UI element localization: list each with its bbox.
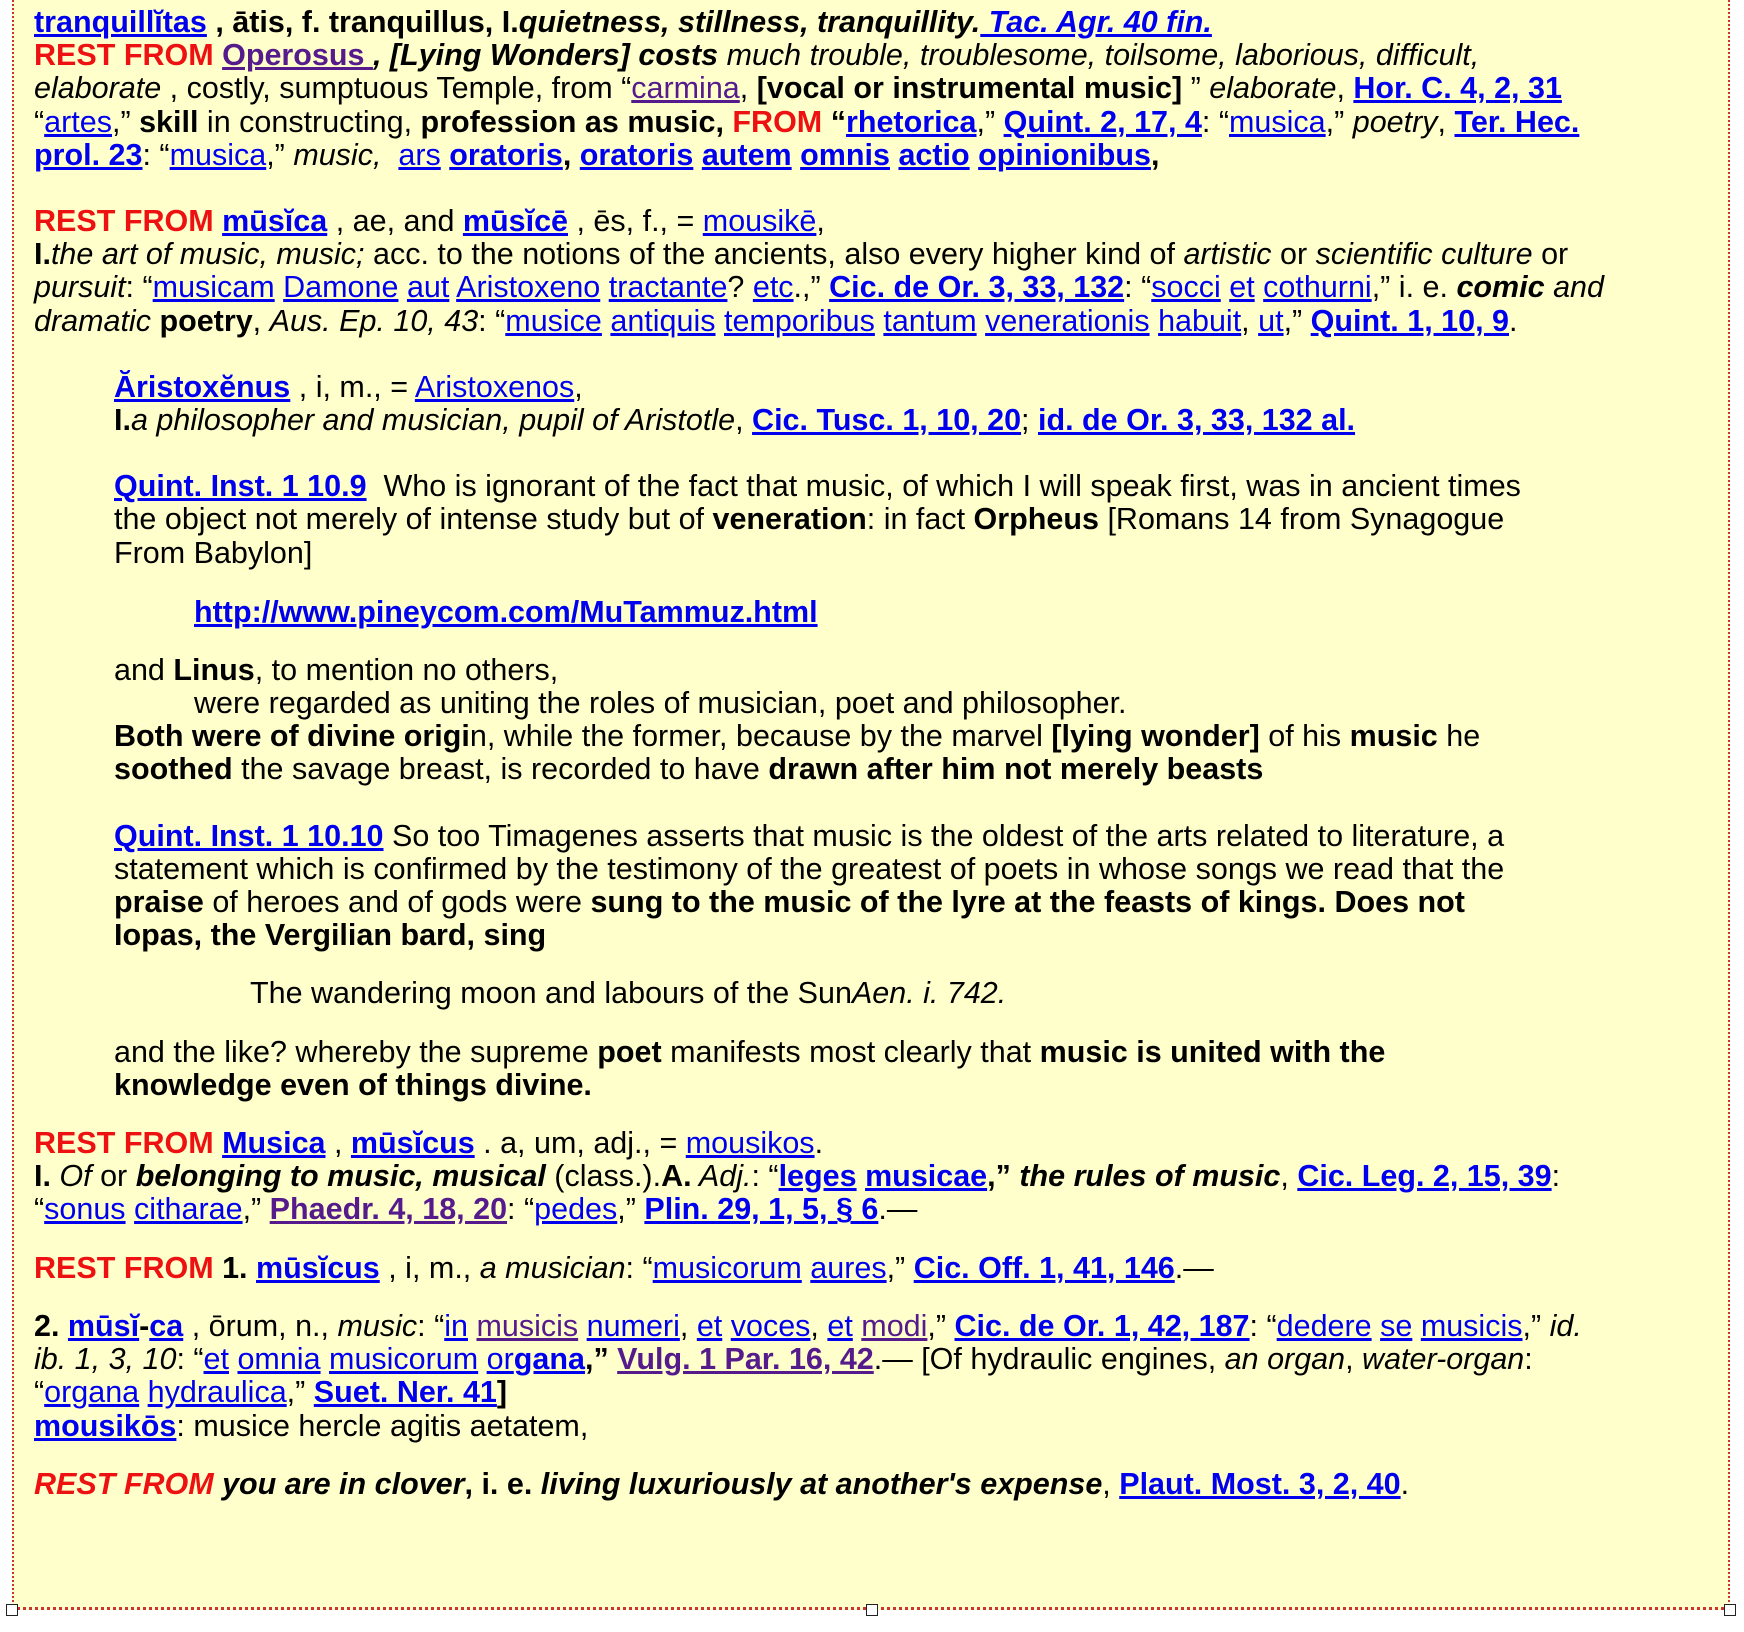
entry-line	[34, 1193, 1714, 1226]
text: of heroes and of gods were	[203, 885, 591, 920]
rest-from-label: REST FROM	[34, 204, 223, 239]
text	[381, 138, 398, 172]
text: a musician	[479, 1250, 626, 1285]
text: skill	[139, 104, 199, 139]
entry-musicus-adj	[34, 1127, 1714, 1160]
text: comic	[1456, 270, 1545, 305]
text: : “	[176, 1342, 204, 1377]
text: ,	[1437, 104, 1455, 139]
link-autem[interactable]: autem	[701, 137, 792, 172]
text: poet	[597, 1034, 662, 1069]
text: ,	[739, 71, 757, 106]
text: ,	[1280, 1159, 1298, 1194]
text: music	[1349, 719, 1438, 754]
text: much trouble, troublesome, toilsome, laborious, difficult,	[718, 38, 1480, 73]
quote-line	[34, 853, 1714, 886]
rest-from-label: REST FROM	[34, 1126, 223, 1161]
link-musica-caps[interactable]: Musica	[222, 1126, 326, 1161]
text: So too Timagenes asserts that music is the oldest of the arts related to literature, a	[383, 818, 1505, 853]
text: Orpheus	[973, 502, 1099, 537]
link-id-de-or[interactable]: id. de Or. 3, 33, 132 al.	[1038, 403, 1356, 438]
text: ;	[1021, 403, 1038, 438]
text: 2.	[34, 1308, 68, 1343]
text: . a, um, adj., =	[474, 1126, 686, 1161]
text: ,	[1150, 137, 1160, 172]
link-quint-inst-1-10-9[interactable]: Quint. Inst. 1 10.9	[114, 469, 367, 504]
text: he	[1437, 719, 1481, 754]
entry-line	[34, 271, 1714, 304]
text: : “	[1124, 270, 1152, 305]
text: ,”	[987, 1159, 1020, 1194]
text: water-organ	[1362, 1342, 1525, 1377]
text: ,	[1241, 303, 1259, 338]
link-plin[interactable]: Plin. 29, 1, 5, § 6	[644, 1192, 879, 1227]
text: ,” i. e.	[1371, 270, 1457, 305]
link-modi[interactable]: modi	[861, 1308, 928, 1343]
text: you are in clover	[213, 1466, 465, 1501]
text: dramatic	[34, 303, 160, 338]
entry-line	[34, 139, 1714, 172]
entry-aristoxenus	[34, 371, 1714, 404]
text: : “	[142, 137, 170, 172]
entry-line	[34, 238, 1714, 271]
quote-line	[34, 753, 1714, 786]
link-cic-leg[interactable]: Cic. Leg. 2, 15, 39	[1297, 1159, 1552, 1194]
link-antiquis[interactable]: antiquis	[610, 303, 716, 338]
link-mousikos-adv[interactable]: mousikōs	[34, 1408, 177, 1443]
text: ,	[1336, 71, 1354, 106]
text: in constructing,	[198, 104, 421, 139]
link-aristoxenos[interactable]: Aristoxenos	[414, 369, 575, 404]
link-tractante[interactable]: tractante	[608, 270, 728, 305]
text: [vocal or instrumental music]	[756, 71, 1183, 106]
link-mousikos[interactable]: mousikos	[685, 1126, 815, 1161]
text	[970, 138, 978, 172]
text: and the like? whereby the supreme	[114, 1034, 598, 1069]
link-or[interactable]: or	[486, 1342, 514, 1377]
link-musicam[interactable]: musicam	[152, 270, 275, 305]
link-omnia[interactable]: omnia	[237, 1342, 321, 1377]
text: elaborate	[1209, 71, 1337, 106]
text: ,”	[617, 1192, 645, 1227]
text: .—	[878, 1192, 918, 1227]
resize-handle-bottom-center[interactable]	[866, 1604, 878, 1616]
text: : musice hercle agitis aetatem,	[176, 1408, 589, 1443]
text: Iopas, the Vergilian bard, sing	[114, 918, 547, 953]
text: I.	[34, 237, 51, 272]
link-cic-de-or[interactable]: Cic. de Or. 3, 33, 132	[829, 270, 1125, 305]
link-citharae[interactable]: citharae	[134, 1192, 243, 1227]
text: ,	[252, 303, 270, 338]
link-et[interactable]: et	[1229, 270, 1255, 305]
text: elaborate	[34, 71, 162, 106]
text: ,	[679, 1308, 697, 1343]
entry-line	[34, 1376, 1714, 1409]
text: manifests most clearly that	[661, 1034, 1040, 1069]
text: a philosopher and musician, pupil of Aristotle	[130, 403, 736, 438]
link-omnis[interactable]: omnis	[800, 137, 890, 172]
link-musicus-noun[interactable]: mūsĭcus	[256, 1250, 380, 1285]
link-rhetorica[interactable]: rhetorica	[845, 104, 977, 139]
text: , ae, and	[327, 204, 463, 239]
text: ,”	[286, 1375, 314, 1410]
link-phaedr[interactable]: Phaedr. 4, 18, 20	[269, 1192, 508, 1227]
text: :	[1524, 1342, 1533, 1377]
link-tantum[interactable]: tantum	[883, 303, 977, 338]
text: , i, m.,	[379, 1250, 480, 1285]
text: or	[1532, 237, 1569, 272]
text: “	[822, 104, 846, 139]
entry-line	[34, 1410, 1714, 1443]
text: [Romans 14 from Synagogue	[1098, 502, 1505, 537]
link-aristoxeno[interactable]: Aristoxeno	[456, 270, 601, 305]
link-musicus-headword[interactable]: mūsĭcus	[350, 1126, 475, 1161]
quote-line	[34, 654, 1714, 687]
text: :	[1551, 1159, 1561, 1194]
text: “	[34, 1192, 45, 1227]
entry-clover	[34, 1468, 1714, 1501]
quote-quint-1-10-10	[34, 820, 1714, 853]
link-musice[interactable]: musice	[505, 303, 602, 338]
text: .,”	[793, 270, 830, 305]
link-musi[interactable]: mūsĭ	[67, 1308, 140, 1343]
verse-line	[34, 977, 1714, 1010]
link-carmina[interactable]: carmina	[631, 71, 740, 106]
text: ,	[735, 403, 753, 438]
text: , [Lying Wonders] costs	[372, 38, 719, 73]
from-label: FROM	[732, 104, 823, 139]
text: ,”	[1283, 303, 1311, 338]
text: music	[337, 1308, 418, 1343]
entry-line	[34, 106, 1714, 139]
text: .— [Of hydraulic engines,	[873, 1342, 1225, 1377]
text: Aen. i. 742.	[851, 976, 1007, 1011]
text: : “	[125, 270, 153, 305]
link-in[interactable]: in	[444, 1308, 468, 1343]
text: A.	[661, 1159, 692, 1194]
link-quint-inst-1-10-10[interactable]: Quint. Inst. 1 10.10	[114, 818, 384, 853]
link-musice-headword[interactable]: mūsĭcē	[462, 204, 569, 239]
text: or	[91, 1159, 136, 1194]
entry-tranquillitas	[34, 6, 1714, 39]
text: music,	[293, 137, 382, 172]
text: ?	[727, 270, 753, 305]
text: ,”	[886, 1250, 914, 1285]
text: quietness, stillness, tranquillity.	[518, 5, 981, 39]
text: ”	[1182, 71, 1210, 106]
text: scientific culture	[1315, 237, 1533, 272]
text: , to mention no others,	[254, 652, 559, 687]
text: : “	[478, 303, 506, 338]
link-organa[interactable]: organa	[44, 1375, 140, 1410]
text: living luxuriously at another's expense	[540, 1466, 1103, 1501]
text: of his	[1259, 719, 1350, 754]
text: ,”	[584, 1342, 618, 1377]
link-damone[interactable]: Damone	[283, 270, 399, 305]
text: and	[114, 652, 174, 687]
text: : “	[1249, 1308, 1277, 1343]
text: .	[1508, 303, 1518, 338]
text: veneration	[712, 502, 867, 537]
text: n, while the former, because by the marvel	[469, 719, 1052, 754]
link-aures[interactable]: aures	[810, 1250, 887, 1285]
link-pineycom-url[interactable]: http://www.pineycom.com/MuTammuz.html	[194, 594, 818, 629]
link-ars[interactable]: ars	[398, 137, 441, 172]
entry-musica-plural	[34, 1310, 1714, 1343]
text: knowledge even of things divine.	[114, 1067, 592, 1102]
link-ut[interactable]: ut	[1258, 303, 1284, 338]
text: ,	[325, 1126, 351, 1161]
text: The wandering moon and labours of the Sun	[250, 976, 852, 1011]
link-aut[interactable]: aut	[406, 270, 450, 305]
text: ,	[810, 1308, 828, 1343]
text: drawn after him not merely beasts	[768, 752, 1264, 787]
quote-line	[34, 687, 1714, 720]
text: “	[34, 104, 45, 139]
link-aristoxenus-headword[interactable]: Ăristoxĕnus	[114, 369, 291, 404]
link-musicae[interactable]: musicae	[865, 1159, 988, 1194]
text: 1.	[222, 1250, 257, 1285]
text: were regarded as uniting the roles of musician, poet and philosopher.	[194, 686, 1127, 721]
text: ,	[816, 204, 825, 239]
text: artistic	[1183, 237, 1272, 272]
link-actio[interactable]: actio	[898, 137, 970, 172]
document-body	[34, 6, 1714, 1501]
link-vulg[interactable]: Vulg. 1 Par. 16, 42	[617, 1342, 874, 1377]
entry-musicus-noun	[34, 1252, 1714, 1285]
text: belonging to music, musical	[135, 1159, 546, 1194]
text: statement which is confirmed by the testimony of the greatest of poets in whose songs we read that the	[114, 851, 1505, 886]
text: I.	[114, 403, 131, 438]
link-tac-agr[interactable]: Tac. Agr. 40 fin.	[980, 5, 1212, 39]
entry-musica	[34, 205, 1714, 238]
link-ter-hec-prol[interactable]: prol. 23	[34, 137, 143, 172]
link-et[interactable]: et	[827, 1308, 853, 1343]
entry-operosus	[34, 39, 1714, 72]
link-numeri[interactable]: numeri	[586, 1308, 680, 1343]
entry-line	[34, 72, 1714, 105]
text: poetry	[1352, 104, 1438, 139]
text: , ōrum, n.,	[183, 1308, 338, 1343]
quote-line	[34, 503, 1714, 536]
text: ,”	[976, 104, 1004, 139]
text: ,”	[927, 1308, 955, 1343]
link-pedes[interactable]: pedes	[534, 1192, 618, 1227]
quote-line	[34, 919, 1714, 952]
text: or	[1271, 237, 1316, 272]
text: the rules of music	[1019, 1159, 1281, 1194]
link-musica-headword[interactable]: mūsĭca	[222, 204, 328, 239]
quote-line	[34, 720, 1714, 753]
link-ter-hec[interactable]: Ter. Hec.	[1454, 104, 1580, 139]
text: the art of music, music;	[50, 237, 365, 272]
link-cic-off[interactable]: Cic. Off. 1, 41, 146	[913, 1250, 1175, 1285]
text: [lying wonder]	[1051, 719, 1260, 754]
text: Both were of divine origi	[114, 719, 470, 754]
link-musicorum[interactable]: musicorum	[329, 1342, 479, 1377]
resize-handle-bottom-left[interactable]	[6, 1604, 18, 1616]
link-voces[interactable]: voces	[730, 1308, 811, 1343]
text: ,”	[242, 1192, 270, 1227]
text: ,	[562, 137, 580, 172]
link-socci[interactable]: socci	[1151, 270, 1221, 305]
resize-handle-bottom-right[interactable]	[1724, 1604, 1736, 1616]
text: ]	[496, 1375, 508, 1410]
link-quint-1-10-9[interactable]: Quint. 1, 10, 9	[1310, 303, 1509, 338]
text: Adj.	[691, 1159, 752, 1194]
entry-line	[34, 1343, 1714, 1376]
link-cic-de-or-1-42[interactable]: Cic. de Or. 1, 42, 187	[954, 1308, 1250, 1343]
text: : “	[507, 1192, 535, 1227]
text	[792, 138, 800, 172]
link-dedere[interactable]: dedere	[1276, 1308, 1372, 1343]
text: poetry	[159, 303, 253, 338]
text: .	[814, 1126, 824, 1161]
text: .	[1400, 1466, 1410, 1501]
text: profession as music,	[420, 104, 733, 139]
text	[441, 138, 449, 172]
quote-line	[34, 886, 1714, 919]
link-oratoris[interactable]: oratoris	[579, 137, 694, 172]
text: I.	[34, 1159, 51, 1194]
text: ,”	[111, 104, 140, 139]
text: -	[139, 1308, 150, 1343]
link-oratoris[interactable]: oratoris	[449, 137, 563, 172]
text: Aus. Ep. 10, 43	[269, 303, 479, 338]
link-suet-ner[interactable]: Suet. Ner. 41	[313, 1375, 497, 1410]
text: “	[34, 1375, 45, 1410]
text: , i, m., =	[290, 369, 415, 404]
text: , ātis, f. tranquillus, I.	[206, 5, 519, 39]
link-musicorum[interactable]: musicorum	[652, 1250, 802, 1285]
entry-line	[34, 305, 1714, 338]
link-temporibus[interactable]: temporibus	[724, 303, 875, 338]
rest-from-label: REST FROM	[34, 1250, 223, 1285]
text: .—	[1174, 1250, 1214, 1285]
text: , i. e.	[464, 1466, 541, 1501]
text: Who is ignorant of the fact that music, of which I will speak first, was in ancient times	[366, 469, 1521, 504]
text: sung to the music of the lyre at the feasts of kings. Does not	[590, 885, 1465, 920]
text: Linus	[173, 652, 255, 687]
text: and	[1544, 270, 1604, 305]
entry-line	[34, 404, 1714, 437]
text: ib. 1, 3, 10	[34, 1342, 177, 1377]
text: : “	[625, 1250, 653, 1285]
text: ,	[1345, 1342, 1363, 1377]
link-hor-c[interactable]: Hor. C. 4, 2, 31	[1353, 71, 1562, 106]
link-gana[interactable]: gana	[513, 1342, 585, 1377]
link-cic-tusc[interactable]: Cic. Tusc. 1, 10, 20	[752, 403, 1022, 438]
link-cothurni[interactable]: cothurni	[1263, 270, 1372, 305]
text: Of	[50, 1159, 92, 1194]
text: : “	[1201, 104, 1230, 139]
link-leges[interactable]: leges	[778, 1159, 857, 1194]
text: : “	[751, 1159, 779, 1194]
text: ,”	[1522, 1308, 1550, 1343]
text	[693, 138, 701, 172]
text: : “	[417, 1308, 445, 1343]
link-quint-2-17-4[interactable]: Quint. 2, 17, 4	[1003, 104, 1202, 139]
url-line	[34, 595, 1714, 629]
link-musica[interactable]: musica	[169, 137, 267, 172]
link-tranquillitas[interactable]: tranquillĭtas	[34, 5, 207, 39]
link-artes[interactable]: artes	[44, 104, 112, 139]
text: ,	[574, 369, 583, 404]
text: praise	[114, 885, 204, 920]
link-ca[interactable]: ca	[149, 1308, 184, 1343]
text: , costly, sumptuous Temple, from “	[161, 71, 632, 106]
quote-line	[34, 1069, 1714, 1102]
quote-quint-1-10-9	[34, 470, 1714, 503]
text: ,	[1102, 1466, 1120, 1501]
rest-from-label: REST FROM	[34, 38, 223, 73]
link-plaut-most[interactable]: Plaut. Most. 3, 2, 40	[1119, 1466, 1401, 1501]
link-hydraulica[interactable]: hydraulica	[147, 1375, 287, 1410]
text: (class.).	[545, 1159, 662, 1194]
link-et[interactable]: et	[696, 1308, 723, 1343]
text: id.	[1549, 1308, 1582, 1343]
text: , ēs, f., =	[568, 204, 703, 239]
link-sonus[interactable]: sonus	[44, 1192, 126, 1227]
text: an organ	[1224, 1342, 1346, 1377]
text: the savage breast, is recorded to have	[232, 752, 769, 787]
link-musicis[interactable]: musicis	[1420, 1308, 1523, 1343]
text: pursuit	[34, 270, 126, 305]
link-operosus[interactable]: Operosus	[222, 38, 373, 73]
link-se[interactable]: se	[1380, 1308, 1413, 1343]
link-habuit[interactable]: habuit	[1158, 303, 1242, 338]
text: : in fact	[866, 502, 974, 537]
link-opinionibus[interactable]: opinionibus	[978, 137, 1151, 172]
link-musicis[interactable]: musicis	[476, 1308, 579, 1343]
text: music is united with the	[1039, 1034, 1386, 1069]
link-musica[interactable]: musica	[1229, 104, 1326, 139]
entry-line	[34, 1160, 1714, 1193]
link-venerationis[interactable]: venerationis	[985, 303, 1150, 338]
link-et[interactable]: et	[203, 1342, 229, 1377]
text: ,”	[266, 137, 294, 172]
link-mousike[interactable]: mousikē	[702, 204, 817, 239]
text: From Babylon]	[114, 535, 313, 570]
text: acc. to the notions of the ancients, also every higher kind of	[364, 237, 1184, 272]
text: soothed	[114, 752, 233, 787]
text: ,”	[1325, 104, 1353, 139]
quote-line	[34, 537, 1714, 570]
link-etc[interactable]: etc	[752, 270, 794, 305]
quote-line	[34, 1036, 1714, 1069]
rest-from-label: REST FROM	[34, 1466, 214, 1501]
text: the object not merely of intense study but of	[114, 502, 713, 537]
